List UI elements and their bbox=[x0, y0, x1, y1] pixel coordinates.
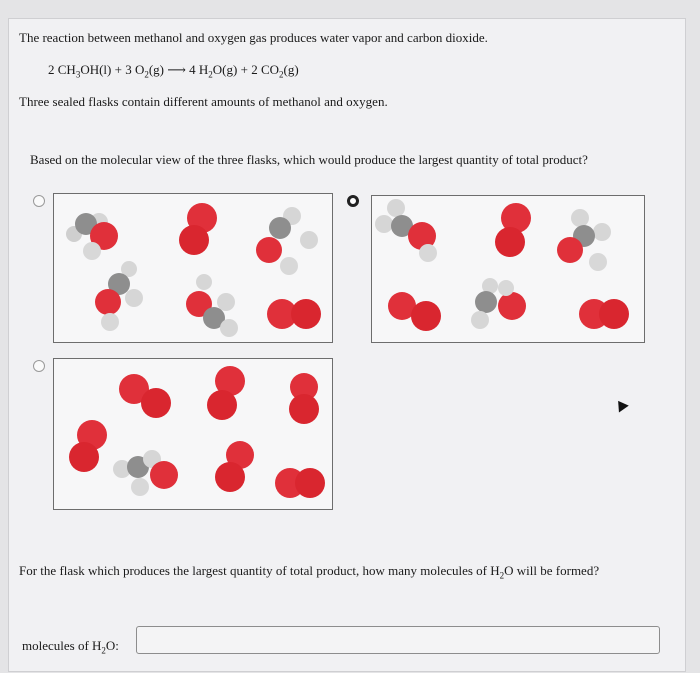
flask-b-molecules bbox=[372, 196, 644, 342]
methanol-molecule bbox=[113, 450, 178, 496]
oxygen-molecule bbox=[179, 203, 217, 255]
methanol-formula-tail: OH(l) bbox=[80, 62, 112, 77]
methanol-molecule bbox=[471, 278, 526, 329]
oxygen-subscript: 2 bbox=[144, 69, 149, 80]
coefficient-oxygen: 3 bbox=[125, 62, 132, 77]
flasks-description: Three sealed flasks contain different amounts of methanol and oxygen. bbox=[19, 94, 388, 109]
co2-formula: CO bbox=[260, 62, 279, 77]
oxygen-formula: O bbox=[134, 62, 145, 77]
methanol-molecule bbox=[66, 213, 118, 260]
oxygen-molecule bbox=[267, 299, 321, 329]
co2-state: (g) bbox=[283, 62, 299, 77]
co2-subscript: 2 bbox=[279, 69, 284, 80]
oxygen-molecule bbox=[215, 441, 254, 492]
plus-sign: + bbox=[114, 62, 122, 77]
intro-text: The reaction between methanol and oxygen gas produces water vapor and carbon dioxide. bbox=[19, 30, 488, 45]
water-subscript: 2 bbox=[208, 69, 213, 80]
answer-label-subscript: 2 bbox=[101, 645, 106, 656]
oxygen-state: (g) bbox=[148, 62, 165, 77]
reaction-equation bbox=[48, 62, 299, 80]
plus-sign-2: + bbox=[240, 62, 248, 77]
methanol-molecule bbox=[557, 209, 611, 271]
radio-flask-b[interactable] bbox=[347, 195, 359, 207]
answer-label bbox=[22, 638, 119, 656]
methanol-subscript: 3 bbox=[75, 69, 81, 80]
answer-label-text: molecules of H bbox=[22, 638, 102, 653]
question-2-subscript: 2 bbox=[499, 570, 505, 581]
methanol-molecule bbox=[186, 274, 238, 337]
flask-b[interactable] bbox=[371, 195, 645, 343]
question-1: Based on the molecular view of the three flasks, which would produce the largest quantity of total product? bbox=[30, 152, 588, 167]
methanol-molecule bbox=[95, 261, 143, 331]
flask-a-molecules bbox=[54, 194, 332, 342]
coefficient-methanol: 2 bbox=[48, 62, 55, 77]
question-2-text-end: O will be formed? bbox=[504, 563, 600, 578]
oxygen-molecule bbox=[388, 292, 441, 331]
flask-a[interactable] bbox=[53, 193, 333, 343]
methanol-formula: CH bbox=[57, 62, 76, 77]
oxygen-molecule bbox=[495, 203, 531, 257]
coefficient-co2: 2 bbox=[251, 62, 258, 77]
oxygen-molecule bbox=[289, 373, 319, 424]
answer-label-text-end: O: bbox=[105, 638, 119, 653]
water-molecules-answer-input[interactable] bbox=[136, 626, 660, 654]
water-formula: H bbox=[198, 62, 209, 77]
radio-flask-a[interactable] bbox=[33, 195, 45, 207]
oxygen-molecule bbox=[69, 420, 107, 472]
radio-flask-c[interactable] bbox=[33, 360, 45, 372]
coefficient-water: 4 bbox=[189, 62, 196, 77]
methanol-molecule bbox=[375, 199, 437, 262]
reaction-arrow: ⟶ bbox=[167, 62, 186, 77]
flask-c-molecules bbox=[54, 359, 332, 509]
methanol-molecule bbox=[256, 207, 318, 275]
oxygen-molecule bbox=[275, 468, 325, 498]
oxygen-molecule bbox=[119, 374, 171, 418]
question-2-text: For the flask which produces the largest quantity of total product, how many molecules of H bbox=[19, 563, 500, 578]
water-formula-tail: O(g) bbox=[212, 62, 238, 77]
flask-c[interactable] bbox=[53, 358, 333, 510]
question-2 bbox=[19, 563, 599, 581]
oxygen-molecule bbox=[579, 299, 629, 329]
oxygen-molecule bbox=[207, 366, 245, 420]
